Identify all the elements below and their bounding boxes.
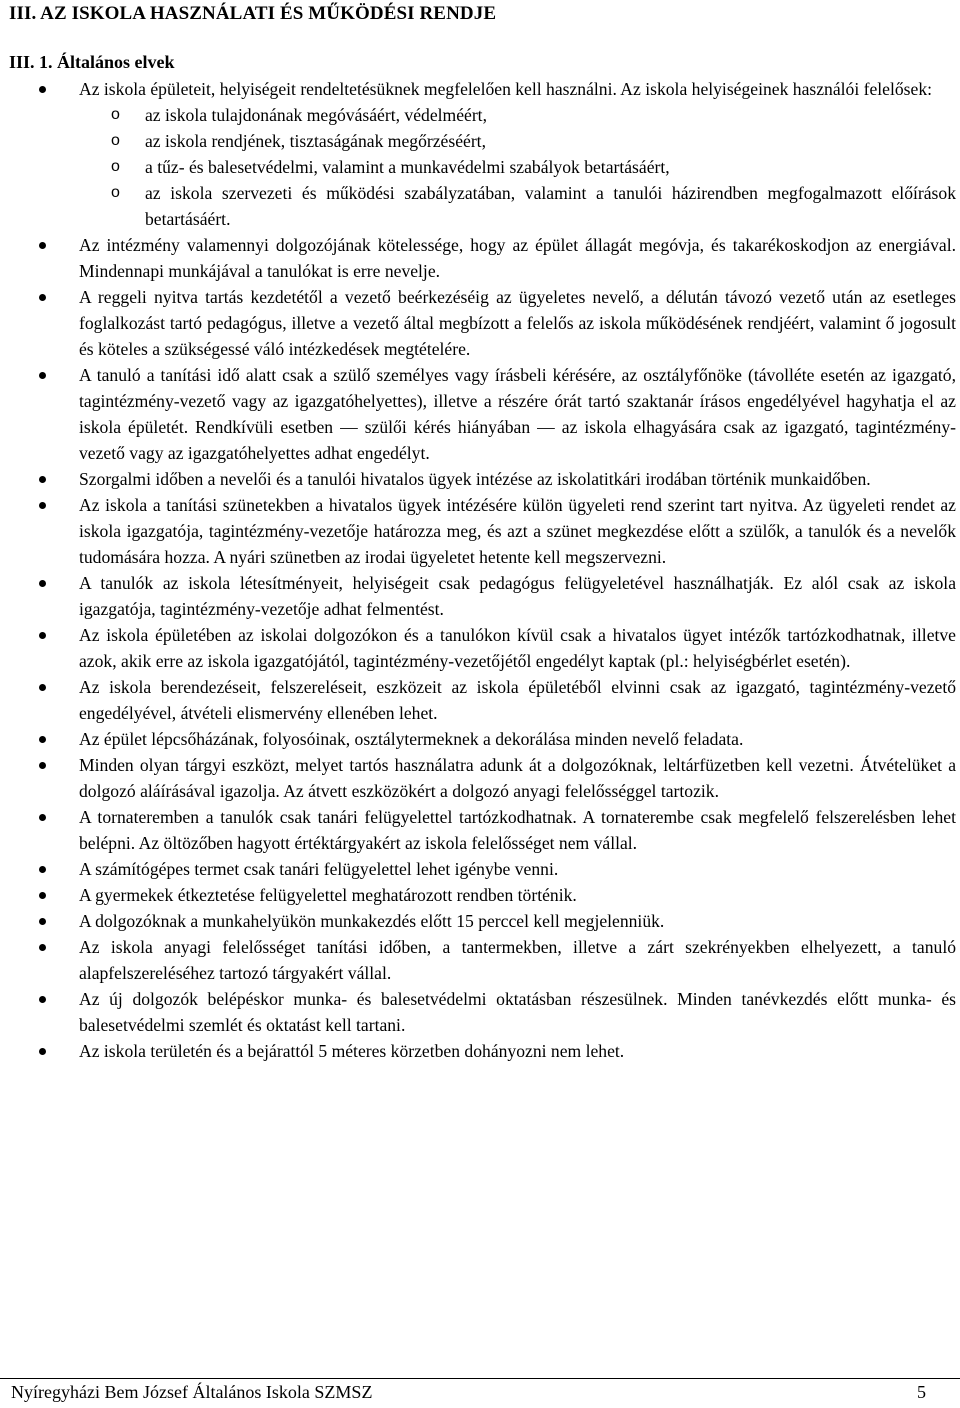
bullet-icon — [39, 996, 46, 1003]
list-item-text: A dolgozóknak a munkahelyükön munkakezdés előtt 15 perccel kell megjelenniük. — [79, 911, 665, 931]
bullet-icon — [39, 944, 46, 951]
list-item-text: Az iskola területén és a bejárattól 5 méteres körzetben dohányozni nem lehet. — [79, 1041, 625, 1061]
list-item-text: Az iskola anyagi felelősséget tanítási időben, a tantermekben, illetve a zárt szekrényekben elhelyezett, a tanuló alapfelszereléséhez tartozó tárgyakért vállal. — [79, 937, 956, 983]
list-item-text: A számítógépes termet csak tanári felügyelettel lehet igénybe venni. — [79, 859, 559, 879]
list-item — [0, 570, 960, 622]
sub-list-item-text: a tűz- és balesetvédelmi, valamint a munkavédelmi szabályok betartásáért, — [145, 157, 670, 177]
footer-school-name: Nyíregyházi Bem József Általános Iskola SZMSZ — [11, 1382, 373, 1402]
bullet-icon — [39, 918, 46, 925]
rules-list — [0, 76, 960, 1064]
list-item — [0, 674, 960, 726]
list-item — [0, 492, 960, 570]
list-item — [0, 362, 960, 466]
bullet-icon — [39, 580, 46, 587]
bullet-icon — [39, 736, 46, 743]
list-item-text: Az iskola a tanítási szünetekben a hivatalos ügyek intézésére külön ügyeleti rend szerint tart nyitva. Az ügyeleti rendet az iskola igazgatója, tagintézmény-vezetője határozza meg, és azt a szünet megkezdése előtt a szülők, a tanulók és a nevelők tudomására hozza. A nyári szünetben az irodai ügyeletet hetente kell megszervezni. — [79, 495, 956, 567]
bullet-icon — [39, 86, 46, 93]
list-item — [0, 466, 960, 492]
list-item-text: A reggeli nyitva tartás kezdetétől a vezető beérkezéséig az ügyeletes nevelő, a délután távozó vezető után az esetleges foglalkozást tartó pedagógus, illetve a vezető által megbízott a felelős az iskola működésének rendjéért, valamint ő jogosult és köteles a szükségessé váló intézkedések megtételére. — [79, 287, 956, 359]
bullet-icon — [39, 242, 46, 249]
list-item-text: Szorgalmi időben a nevelői és a tanulói hivatalos ügyek intézése az iskolatitkári irodában történik munkaidőben. — [79, 469, 871, 489]
circle-marker-icon: o — [111, 158, 120, 175]
list-item — [0, 76, 960, 102]
list-item-text: Minden olyan tárgyi eszközt, melyet tartós használatra adunk át a dolgozóknak, leltárfüzetben kell vezetni. Átvételüket a dolgozó aláírásával igazolja. Az átvett eszközökért a dolgozó anyagi felelősséggel tartozik. — [79, 755, 956, 801]
list-item-text: A tanuló a tanítási idő alatt csak a szülő személyes vagy írásbeli kérésére, az osztályfőnöke (távolléte esetén az igazgató, tagintézmény-vezető vagy az igazgatóhelyettes), illetve a részére órát tartó szaktanár írásos engedélyével hagyhatja el az iskola épületét. Rendkívüli esetben — szülői kérés hiányában — az iskola elhagyására csak az igazgató, tagintézmény-vezető vagy az igazgatóhelyettes adhat engedélyt. — [79, 365, 956, 463]
section-heading: III. 1. Általános elvek — [9, 52, 175, 72]
list-item — [0, 856, 960, 882]
bullet-icon — [39, 762, 46, 769]
list-item-text: Az épület lépcsőházának, folyosóinak, osztálytermeknek a dekorálása minden nevelő feladata. — [79, 729, 744, 749]
sub-list-item-text: az iskola tulajdonának megóvásáért, védelméért, — [145, 105, 487, 125]
list-item-text: A tanulók az iskola létesítményeit, helyiségeit csak pedagógus felügyeletével használhatják. Ez alól csak az iskola igazgatója, tagintézmény-vezetője adhat felmentést. — [79, 573, 956, 619]
bullet-icon — [39, 1048, 46, 1055]
list-item — [0, 284, 960, 362]
sub-list-item — [0, 102, 960, 128]
footer-divider — [0, 1378, 960, 1379]
list-item — [0, 908, 960, 934]
sub-list-item — [0, 128, 960, 154]
list-item — [0, 752, 960, 804]
list-item — [0, 804, 960, 856]
list-item-text: A tornateremben a tanulók csak tanári felügyelettel tartózkodhatnak. A tornaterembe csak megfelelő felszerelésben lehet belépni. Az öltözőben hagyott értéktárgyakért az iskola felelősséget nem vállal. — [79, 807, 956, 853]
sub-list-item — [0, 180, 960, 232]
circle-marker-icon: o — [111, 184, 120, 201]
list-item — [0, 726, 960, 752]
chapter-heading: III. AZ ISKOLA HASZNÁLATI ÉS MŰKÖDÉSI RENDJE — [9, 3, 497, 24]
circle-marker-icon: o — [111, 132, 120, 149]
list-item-text: Az új dolgozók belépéskor munka- és balesetvédelmi oktatásban részesülnek. Minden tanévkezdés előtt munka- és balesetvédelmi szemlét és oktatást kell tartani. — [79, 989, 956, 1035]
list-item-text: A gyermekek étkeztetése felügyelettel meghatározott rendben történik. — [79, 885, 577, 905]
bullet-icon — [39, 476, 46, 483]
list-item-text: Az iskola berendezéseit, felszereléseit, eszközeit az iskola épületéből elvinni csak az igazgató, tagintézmény-vezető engedélyével, átvételi elismervény ellenében lehet. — [79, 677, 956, 723]
list-item — [0, 232, 960, 284]
sub-list-item-text: az iskola szervezeti és működési szabályzatában, valamint a tanulói házirendben megfogalmazott előírások betartásáért. — [145, 183, 956, 229]
bullet-icon — [39, 632, 46, 639]
list-item — [0, 882, 960, 908]
bullet-icon — [39, 372, 46, 379]
bullet-icon — [39, 892, 46, 899]
list-item — [0, 622, 960, 674]
bullet-icon — [39, 502, 46, 509]
list-item-text: Az iskola épületében az iskolai dolgozókon és a tanulókon kívül csak a hivatalos ügyet intézők tartózkodhatnak, illetve azok, akik erre az iskola igazgatójától, tagintézmény-vezetőjétől engedélyt kaptak (pl.: helyiségbérlet esetén). — [79, 625, 956, 671]
bullet-icon — [39, 294, 46, 301]
list-item — [0, 1038, 960, 1064]
bullet-icon — [39, 684, 46, 691]
bullet-icon — [39, 866, 46, 873]
list-item-text: Az intézmény valamennyi dolgozójának kötelessége, hogy az épület állagát megóvja, és takarékoskodjon az energiával. Mindennapi munkájával a tanulókat is erre nevelje. — [79, 235, 956, 281]
sub-list-item — [0, 154, 960, 180]
list-item-text: Az iskola épületeit, helyiségeit rendeltetésüknek megfelelően kell használni. Az iskola helyiségeinek használói felelősek: — [79, 79, 933, 99]
circle-marker-icon: o — [111, 106, 120, 123]
sub-list-item-text: az iskola rendjének, tisztaságának megőrzéséért, — [145, 131, 486, 151]
list-item — [0, 934, 960, 986]
page-number: 5 — [917, 1382, 926, 1402]
bullet-icon — [39, 814, 46, 821]
list-item — [0, 986, 960, 1038]
